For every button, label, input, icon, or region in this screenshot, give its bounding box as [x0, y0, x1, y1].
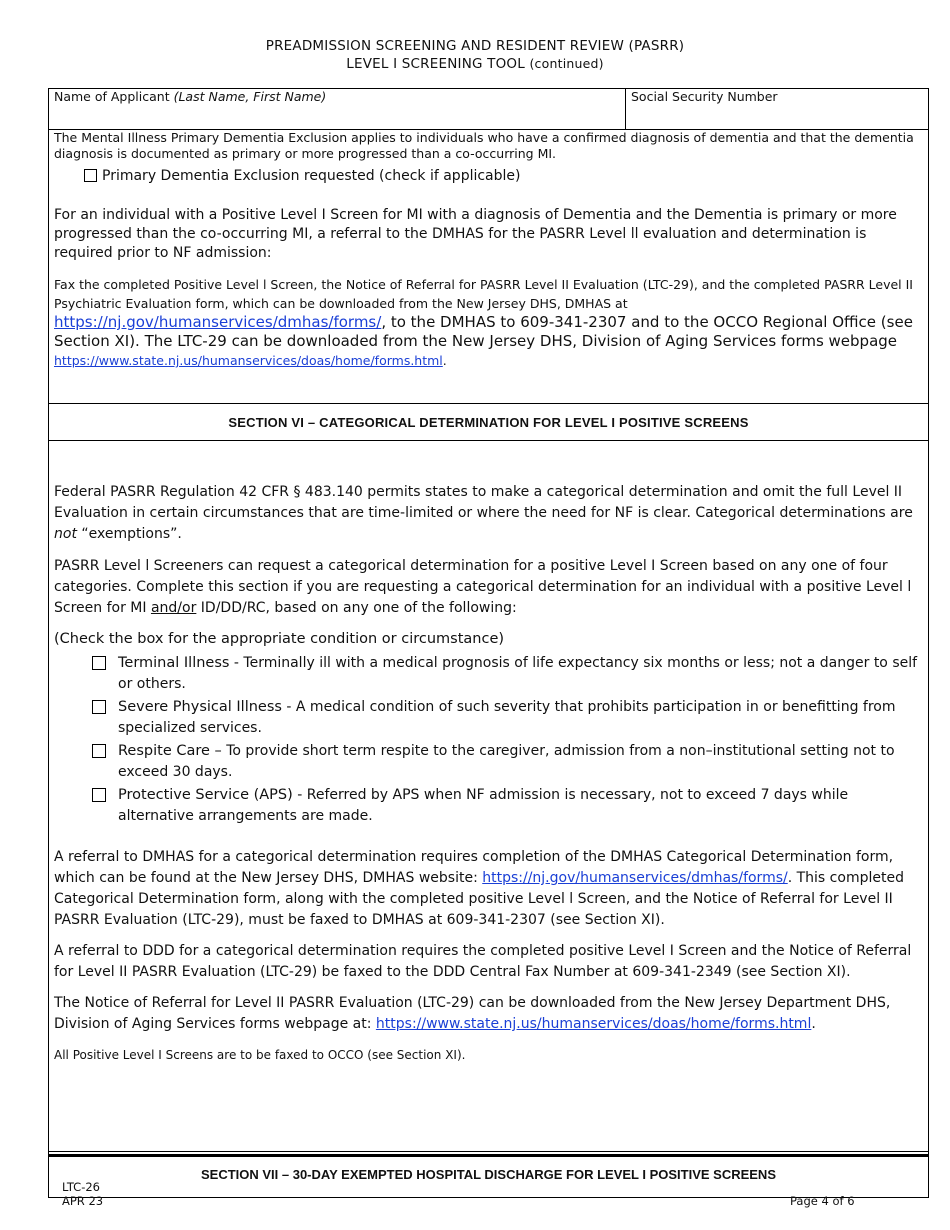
dmhas-forms-link[interactable]: https://nj.gov/humanservices/dmhas/forms/	[54, 313, 382, 331]
notice-download-paragraph: The Notice of Referral for Level II PASRR Evaluation (LTC-29) can be downloaded from the New Jersey Department DHS, Division of Aging Services forms webpage at: https://www.state.nj.us/humanservices/doas/home/forms.html.	[54, 995, 891, 1032]
option-severe-physical-illness: Severe Physical Illness - A medical condition of such severity that prohibits participation in or benefitting from specialized services.	[54, 697, 923, 739]
screeners-paragraph: PASRR Level l Screeners can request a categorical determination for a positive Level I Screen based on any one of four categories. Complete this section if you are requesting a categorical determination for an individual with a positive Level l Screen for MI and/or ID/DD/RC, based on any one of the following:	[54, 558, 912, 616]
dmhas-website-link[interactable]: https://nj.gov/humanservices/dmhas/forms/	[482, 870, 788, 886]
dementia-exclusion-block	[49, 130, 928, 404]
doas-forms-webpage-link[interactable]: https://www.state.nj.us/humanservices/doas/home/forms.html	[375, 1016, 812, 1032]
option-respite-care: Respite Care – To provide short term respite to the caregiver, admission from a non–institutional setting not to exceed 30 days.	[54, 741, 923, 783]
applicant-row	[49, 89, 928, 130]
form-header	[0, 38, 950, 73]
respite-care-checkbox[interactable]	[92, 744, 106, 758]
section-vi-body	[49, 482, 928, 1152]
applicant-name-field[interactable]: Name of Applicant (Last Name, First Name)	[49, 89, 626, 129]
option-protective-service: Protective Service (APS) - Referred by APS when NF admission is necessary, not to exceed 7 days while alternative arrangements are made.	[54, 785, 923, 827]
exclusion-fax-instructions: Fax the completed Positive Level l Screen, the Notice of Referral for PASRR Level II Evaluation (LTC-29), and the completed PASRR Level II Psychiatric Evaluation form, which can be downloaded from the New Jersey DHS, DMHAS at https://nj.gov/humanservices/dmhas/forms/, to the DMHAS to 609-341-2307 and to the OCCO Regional Office (see Section XI). The LTC-29 can be downloaded from the New Jersey DHS, Division of Aging Services forms webpage https://www.state.nj.us/humanservices/doas/home/forms.html.	[54, 277, 913, 368]
protective-service-checkbox[interactable]	[92, 788, 106, 802]
exclusion-referral-text: For an individual with a Positive Level I Screen for MI with a diagnosis of Dementia and the Dementia is primary or more progressed than the co-occurring MI, a referral to the DMHAS for the PASRR Level ll evaluation and determination is required prior to NF admission:	[54, 207, 897, 261]
ddd-referral-paragraph: A referral to DDD for a categorical determination requires the completed positive Level I Screen and the Notice of Referral for Level II PASRR Evaluation (LTC-29) be faxed to the DDD Central Fax Number at 609-341-2349 (see Section XI).	[54, 943, 912, 980]
form-id: LTC-26 APR 23	[62, 1180, 104, 1208]
dmhas-referral-paragraph: A referral to DMHAS for a categorical determination requires completion of the DMHAS Categorical Determination form, which can be found at the New Jersey DHS, DMHAS website: https://nj.gov/humanservices/dmhas/forms/. This completed Categorical Determination form, along with the completed positive Level l Screen, and the Notice of Referral for Level II PASRR Evaluation (LTC-29), must be faxed to DMHAS at 609-341-2307 (see Section XI).	[54, 849, 904, 928]
exclusion-intro: The Mental Illness Primary Dementia Exclusion applies to individuals who have a confirmed diagnosis of dementia and that the dementia diagnosis is documented as primary or more progressed than a co-occurring MI.	[54, 130, 914, 161]
doas-forms-link[interactable]: https://www.state.nj.us/humanservices/doas/home/forms.html	[54, 353, 443, 368]
ssn-field[interactable]: Social Security Number	[631, 89, 778, 104]
section-vi-heading: SECTION VI – CATEGORICAL DETERMINATION FOR LEVEL I POSITIVE SCREENS	[49, 404, 928, 441]
bottom-rule	[48, 1154, 929, 1157]
option-terminal-illness: Terminal Illness - Terminally ill with a medical prognosis of life expectancy six months or less; not a danger to self or others.	[54, 653, 923, 695]
check-instruction: (Check the box for the appropriate condition or circumstance)	[54, 631, 505, 647]
form-frame	[48, 88, 929, 1198]
form-title: PREADMISSION SCREENING AND RESIDENT REVIEW (PASRR)	[265, 38, 685, 54]
terminal-illness-checkbox[interactable]	[92, 656, 106, 670]
dementia-exclusion-option: Primary Dementia Exclusion requested (check if applicable)	[84, 168, 923, 184]
section-vii-heading: SECTION VII – 30-DAY EXEMPTED HOSPITAL DISCHARGE FOR LEVEL I POSITIVE SCREENS	[200, 1167, 776, 1182]
regulation-paragraph: Federal PASRR Regulation 42 CFR § 483.140 permits states to make a categorical determination and omit the full Level II Evaluation in certain circumstances that are time-limited or where the need for NF is clear. Categorical determinations are not “exemptions”.	[54, 484, 913, 542]
page-number: Page 4 of 6	[790, 1194, 855, 1208]
dementia-exclusion-checkbox[interactable]	[84, 169, 97, 182]
severe-physical-illness-checkbox[interactable]	[92, 700, 106, 714]
occo-fax-note: All Positive Level I Screens are to be faxed to OCCO (see Section XI).	[54, 1048, 466, 1062]
form-subtitle: LEVEL I SCREENING TOOL (continued)	[346, 56, 604, 72]
